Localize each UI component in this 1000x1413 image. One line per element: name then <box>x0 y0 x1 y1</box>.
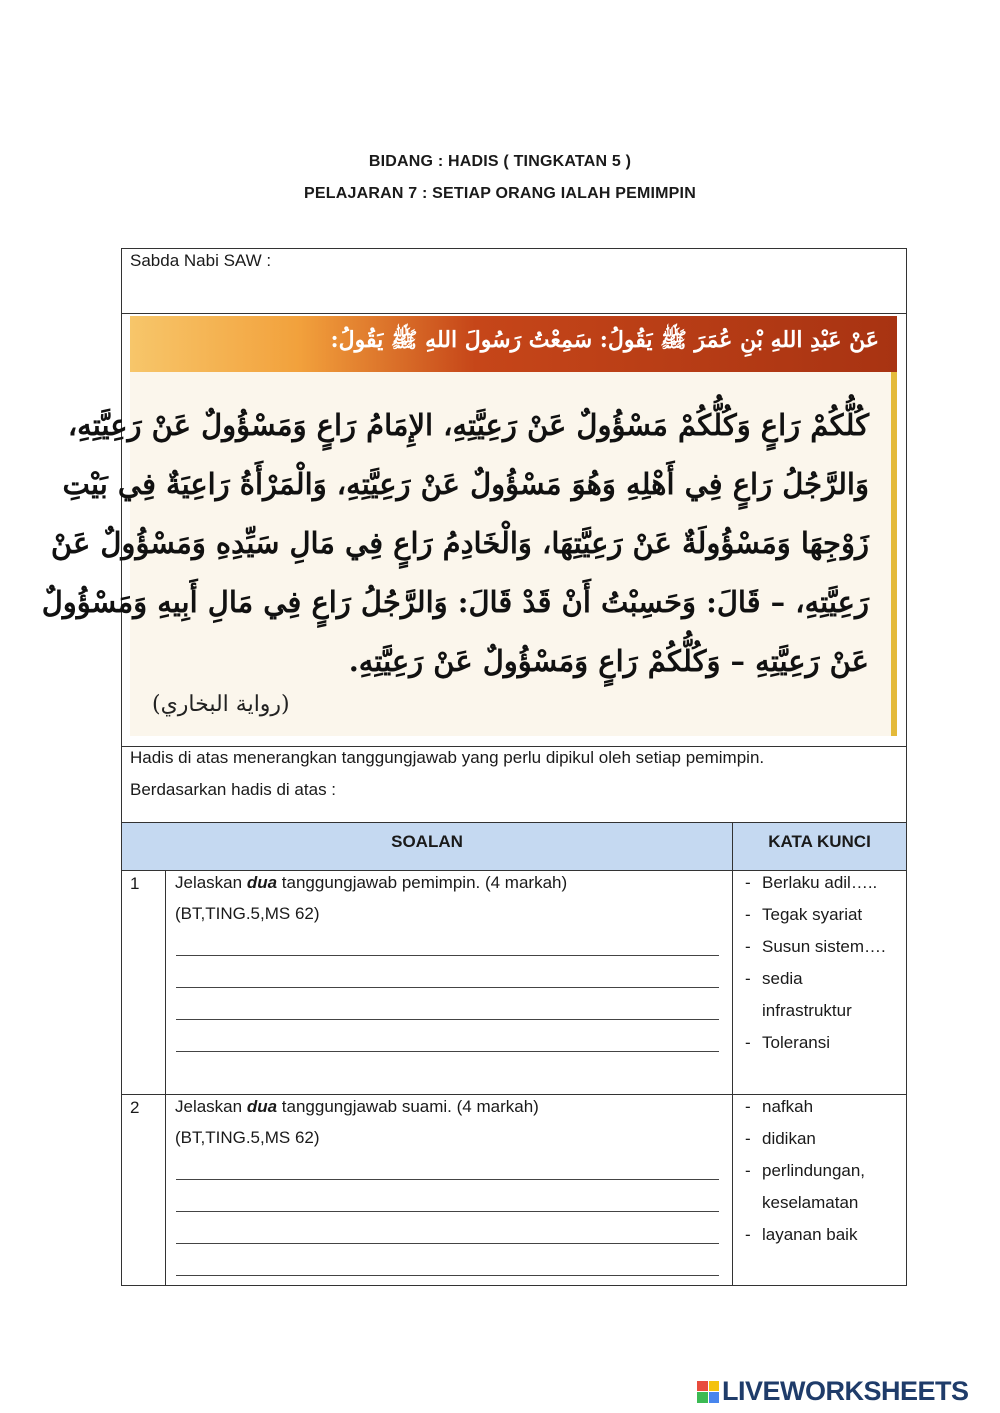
question-emphasis: dua <box>246 1097 278 1116</box>
answer-line[interactable] <box>176 1275 719 1276</box>
hadith-text <box>41 396 869 691</box>
question-emphasis: dua <box>246 873 278 892</box>
hadith-opening: عَنْ عَبْدِ اللهِ بْنِ عُمَرَ ﷺ يَقُولُ: سَمِعْتُ رَسُولَ اللهِ ﷺ يَقُولُ: <box>330 327 879 353</box>
keyword-item: - sedia infrastruktur <box>745 969 852 1020</box>
answer-line[interactable] <box>176 1211 719 1212</box>
lesson-heading: PELAJARAN 7 : SETIAP ORANG IALAH PEMIMPIN <box>304 185 696 202</box>
keyword-item: - nafkah <box>745 1097 814 1116</box>
hadith-line: عَنْ رَعِيَّتِهِ – وَكُلُّكُمْ رَاعٍ وَمَسْؤُولٌ عَنْ رَعِيَّتِهِ. <box>348 644 869 678</box>
intro-label: Sabda Nabi SAW : <box>130 251 272 270</box>
question-reference: (BT,TING.5,MS 62) <box>175 904 320 923</box>
keyword-item: - didikan <box>745 1129 816 1148</box>
keyword-list-1 <box>745 867 905 1059</box>
column-divider <box>732 822 733 1286</box>
subject-heading: BIDANG : HADIS ( TINGKATAN 5 ) <box>368 153 632 170</box>
answer-line[interactable] <box>176 955 719 956</box>
hadith-line: وَالرَّجُلُ رَاعٍ فِي أَهْلِهِ وَهُوَ مَسْؤُولٌ عَنْ رَعِيَّتِهِ، وَالْمَرْأَةُ رَاعِيَةٌ فِي بَيْتِ <box>62 467 869 501</box>
hadith-banner <box>130 316 897 372</box>
question-1 <box>175 867 567 929</box>
answer-line[interactable] <box>176 1019 719 1020</box>
hadith-line: كُلُّكُمْ رَاعٍ وَكُلُّكُمْ مَسْؤُولٌ عَنْ رَعِيَّتِهِ، الإِمَامُ رَاعٍ وَمَسْؤُولٌ عَنْ رَعِيَّتِهِ، <box>67 408 869 442</box>
question-reference: (BT,TING.5,MS 62) <box>175 1128 320 1147</box>
keyword-list-2 <box>745 1091 905 1251</box>
question-suffix: tanggungjawab suami. (4 markah) <box>277 1097 539 1116</box>
answer-line[interactable] <box>176 987 719 988</box>
question-prefix: Jelaskan <box>175 873 247 892</box>
description-line: Berdasarkan hadis di atas : <box>130 780 337 799</box>
column-divider <box>165 870 166 1286</box>
description-line: Hadis di atas menerangkan tanggungjawab yang perlu dipikul oleh setiap pemimpin. <box>130 748 765 767</box>
liveworksheets-logo <box>697 1376 969 1407</box>
column-header-keyword: KATA KUNCI <box>768 832 871 851</box>
divider <box>121 746 907 747</box>
answer-line[interactable] <box>176 1179 719 1180</box>
column-header-question: SOALAN <box>391 832 463 851</box>
keyword-item: - layanan baik <box>745 1225 858 1244</box>
question-suffix: tanggungjawab pemimpin. (4 markah) <box>277 873 568 892</box>
hadith-image <box>41 316 897 736</box>
answer-line[interactable] <box>176 1051 719 1052</box>
hadith-source: (رواية البخاري) <box>152 692 290 717</box>
keyword-item: - Toleransi <box>745 1033 831 1052</box>
keyword-item: - perlindungan, keselamatan <box>745 1161 866 1212</box>
hadith-line: رَعِيَّتِهِ، – قَالَ: وَحَسِبْتُ أَنْ قَدْ قَالَ: وَالرَّجُلُ رَاعٍ فِي مَالِ أَبِيهِ وَمَسْؤُولٌ <box>41 585 869 619</box>
hadith-line: زَوْجِهَا وَمَسْؤُولَةٌ عَنْ رَعِيَّتِهَا، وَالْخَادِمُ رَاعٍ فِي مَالِ سَيِّدِهِ وَمَسْؤُولٌ عَنْ <box>50 526 869 560</box>
brand-icon <box>697 1381 719 1403</box>
question-2 <box>175 1091 539 1153</box>
answer-line[interactable] <box>176 1243 719 1244</box>
row-number: 1 <box>130 874 140 893</box>
divider <box>121 313 907 314</box>
row-number: 2 <box>130 1098 140 1117</box>
question-prefix: Jelaskan <box>175 1097 247 1116</box>
keyword-item: - Tegak syariat <box>745 905 863 924</box>
keyword-item: - Susun sistem…. <box>745 937 886 956</box>
table-border <box>121 822 907 823</box>
keyword-item: - Berlaku adil….. <box>745 873 878 892</box>
brand-text: LIVEWORKSHEETS <box>722 1376 969 1406</box>
